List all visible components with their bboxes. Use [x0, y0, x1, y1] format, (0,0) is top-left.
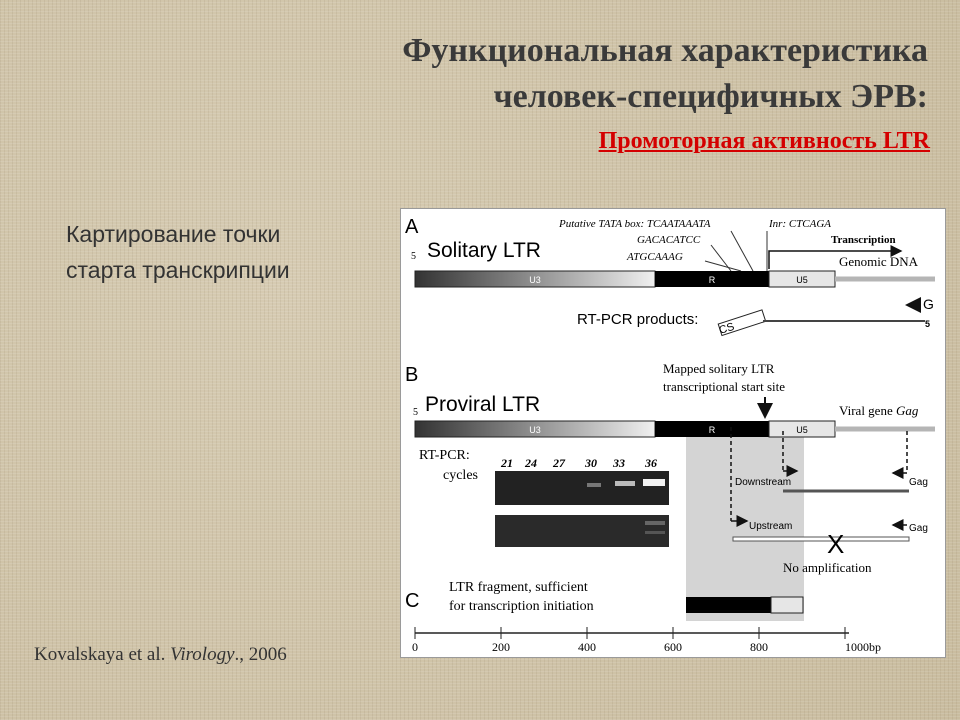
- seq2-pointer: [705, 261, 741, 271]
- gel-downstream: [495, 471, 669, 505]
- sequence-2: ATGCAAAG: [627, 251, 683, 263]
- ltr-figure: [400, 208, 946, 658]
- upstream-label: Upstream: [749, 521, 793, 532]
- panel-b-title: Proviral LTR: [425, 393, 541, 416]
- tata-box-label: Putative TATA box: TCAATAAATA: [559, 218, 711, 230]
- panel-b-letter: B: [405, 364, 419, 386]
- axis-tick-label: 0: [412, 640, 418, 654]
- cycle-numbers: [500, 456, 657, 470]
- citation: [34, 644, 287, 666]
- axis-tick-labels: [412, 640, 881, 654]
- cs-label: CS: [717, 320, 736, 337]
- panel-a-title: Solitary LTR: [427, 239, 541, 262]
- panel-a-letter: A: [405, 216, 419, 238]
- citation-authors: Kovalskaya et al.: [34, 644, 171, 665]
- proviral-r-label: R: [708, 425, 716, 435]
- cycle-number: 27: [553, 456, 565, 470]
- transcription-label: Transcription: [831, 234, 896, 246]
- rt-pcr-products-label: RT-PCR products:: [577, 311, 699, 328]
- gag-label-upstream: Gag: [909, 523, 928, 534]
- cycle-number: 21: [501, 456, 513, 470]
- panel-c-line1: LTR fragment, sufficient: [449, 580, 588, 595]
- axis-tick-label: 800: [750, 640, 768, 654]
- cycle-number: 33: [613, 456, 625, 470]
- no-amplification-label: No amplification: [783, 560, 872, 575]
- cycle-number: 24: [525, 456, 537, 470]
- axis-tick-label: 200: [492, 640, 510, 654]
- cycle-number: 36: [645, 456, 657, 470]
- viral-gene-gag: Gag: [895, 403, 919, 418]
- tata-pointer: [731, 231, 753, 271]
- viral-gene-text: Viral gene: [839, 403, 896, 418]
- fragment-u5-segment: [771, 597, 803, 613]
- gel-band: [643, 479, 665, 486]
- citation-journal: Virology: [170, 644, 235, 665]
- u3-label: U3: [529, 275, 541, 285]
- rt-pcr-cycles-label1: RT-PCR:: [419, 448, 470, 463]
- slide-title: [128, 28, 928, 120]
- figure-caption: Картирование точки старта транскрипции: [66, 221, 290, 283]
- citation-year: ., 2006: [234, 644, 287, 665]
- title-line-2: человек-специфичных ЭРВ:: [493, 78, 928, 115]
- panel-b-five-prime: 5: [413, 407, 418, 418]
- viral-gene-label: [839, 403, 919, 418]
- proviral-u5-label: U5: [796, 425, 808, 435]
- gel-band: [615, 481, 635, 486]
- rt-pcr-cycles-label2: cycles: [443, 468, 478, 483]
- ltr-diagram: [401, 209, 945, 657]
- cycle-number: 30: [585, 456, 597, 470]
- genomic-dna-label: Genomic DNA: [839, 254, 919, 269]
- mapped-label-line1: Mapped solitary LTR: [663, 361, 775, 376]
- x-mark: X: [827, 529, 845, 559]
- gel-band: [587, 483, 601, 487]
- r-label: R: [708, 275, 716, 285]
- slide-subtitle: Промоторная активность LTR: [598, 128, 930, 154]
- g-label: G: [923, 296, 934, 312]
- upstream-product-line: [733, 537, 909, 541]
- gag-label-downstream: Gag: [909, 477, 928, 488]
- panel-c-letter: C: [405, 590, 420, 612]
- axis-tick-label: 600: [664, 640, 682, 654]
- title-line-1: Функциональная характеристика: [402, 32, 928, 69]
- mapped-label-line2: transcriptional start site: [663, 379, 786, 394]
- panel-c-line2: for transcription initiation: [449, 599, 594, 614]
- sequence-1: GACACATCC: [637, 234, 701, 246]
- panel-a-five-prime: 5: [411, 251, 416, 262]
- axis-tick-label: 400: [578, 640, 596, 654]
- inr-label: Inr: CTCAGA: [769, 218, 832, 230]
- five-label: 5: [925, 319, 931, 329]
- u5-label: U5: [796, 275, 808, 285]
- axis-tick-label: 1000bp: [845, 640, 881, 654]
- proviral-u3-label: U3: [529, 425, 541, 435]
- downstream-label: Downstream: [735, 477, 792, 488]
- gel-band: [645, 531, 665, 534]
- fragment-r-segment: [686, 597, 771, 613]
- gel-upstream: [495, 515, 669, 547]
- gel-band: [645, 521, 665, 525]
